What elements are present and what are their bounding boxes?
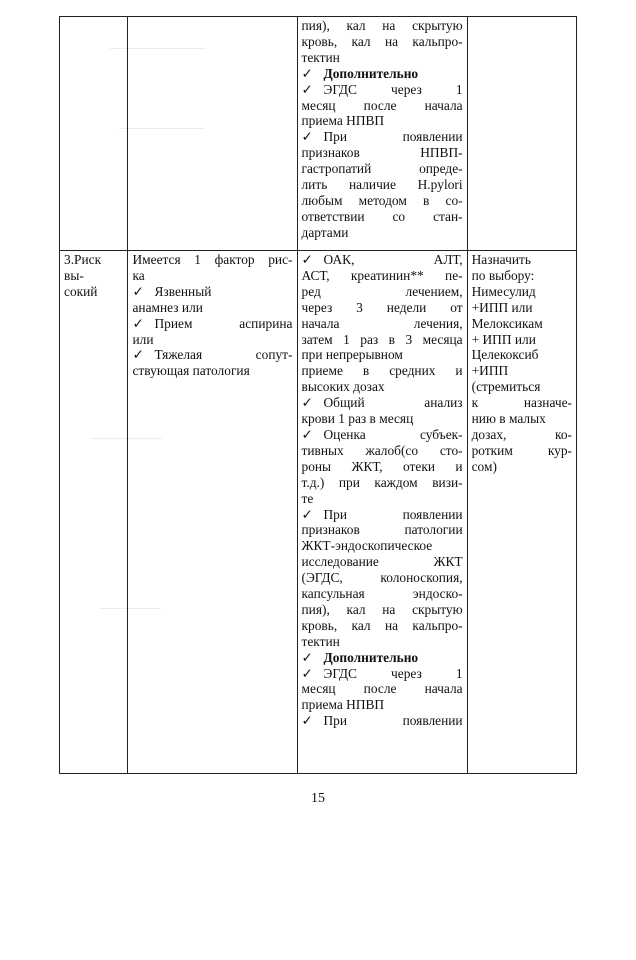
checkmark-icon: ✓ [132,283,144,299]
text-line: приема НПВП [301,697,385,713]
text-line: пия), кал на скрытую [301,601,463,617]
text-line: признаков НПВП- [301,145,463,161]
text-line: т.д.) при каждом визи- [301,474,463,490]
text-line [302,129,463,145]
text-line [132,284,292,300]
monitoring-text [302,18,463,241]
text-line [302,666,463,682]
text-line: нию в малых [471,411,546,427]
checkmark-icon: ✓ [301,713,313,729]
text-line: анамнез или [132,299,203,315]
recommendations-table [59,16,577,774]
text-line: по выбору: [471,267,535,283]
text-line: месяц после начала [301,681,463,697]
text-line: исследование ЖКТ [301,554,463,570]
text-line-body: При появлении [323,713,463,729]
text-line: ответствии со стан- [301,208,463,224]
text-line [302,427,463,443]
text-line: тектин [301,633,340,649]
text-line: Назначить [471,252,531,267]
text-line: те [301,490,314,506]
text-line-body: Общий анализ [323,395,463,411]
text-line: или [132,331,154,347]
bleed-through: —————— [90,430,162,444]
text-line-body: Прием аспирина [154,315,293,331]
text-line: + ИПП или [471,331,536,347]
checkmark-icon: ✓ [301,252,313,267]
text-line: +ИПП или [471,299,533,315]
checkmark-icon: ✓ [301,129,313,145]
text-line: (ЭГДС, колоноскопия, [301,570,463,586]
text-line [302,252,463,268]
bleed-through: ———————— [110,40,206,54]
text-line: ротким кур- [471,442,572,458]
text-line: любым методом в со- [301,192,463,208]
factors-cell [128,251,297,774]
checkmark-icon: ✓ [301,665,313,681]
text-line [132,347,292,363]
text-line: ка [132,267,145,283]
text-line: +ИПП [471,363,509,379]
text-line: дозах, ко- [471,426,572,442]
table-row [60,17,577,251]
risk-cell [60,251,128,774]
text-line: 3.Риск вы- [64,252,102,283]
checkmark-icon: ✓ [301,395,313,411]
text-line: приеме в средних и [301,363,463,379]
text-line: роны ЖКТ, отеки и [301,458,463,474]
risk-factors-text [132,252,292,379]
text-line: пия), кал на скрытую [301,18,463,33]
monitoring-text [302,252,463,729]
treatment-cell [467,17,576,251]
checkmark-icon: ✓ [301,65,313,81]
text-line: к назначе- [471,395,572,411]
checkmark-icon: ✓ [301,426,313,442]
checkmark-icon: ✓ [301,506,313,522]
text-line: ред лечением, [301,283,463,299]
text-line [302,395,463,411]
text-line: начала лечения, [301,315,463,331]
text-line-body: При появлении [323,506,463,522]
monitoring-cell [297,251,467,774]
text-line-body: Тяжелая сопут- [154,347,293,363]
text-line: сокий [64,283,98,299]
text-line: месяц после начала [301,97,463,113]
text-line: затем 1 раз в 3 месяца [301,331,463,347]
text-line-body: Оценка субъек- [323,426,463,442]
text-line: через 3 недели от [301,299,463,315]
checkmark-icon: ✓ [132,347,144,363]
text-line: признаков патологии [301,522,463,538]
text-line: Нимесулид [471,283,536,299]
text-line: тивных жалоб(со сто- [301,442,463,458]
text-line: АСТ, креатинин** пе- [301,267,463,283]
text-line [302,66,463,82]
text-line: ствующая патология [132,363,250,379]
text-line: Имеется 1 фактор рис- [132,252,293,267]
text-line: Целекоксиб [471,347,539,363]
risk-level-text [64,252,123,300]
factors-cell [128,17,297,251]
text-line: капсульная эндоско- [301,586,463,602]
bleed-through: ——————— [120,120,204,134]
text-line: кровь, кал на кальпро- [301,33,463,49]
text-line [132,316,292,332]
text-line [302,713,463,729]
text-line: гастропатий опреде- [301,161,463,177]
text-line: при непрерывном [301,347,403,363]
text-line: сом) [471,458,497,474]
bleed-through: ————— [100,600,160,614]
text-line: лить наличие H.pylori [301,177,463,193]
text-line-body: Дополнительно [323,649,419,665]
text-line: крови 1 раз в месяц [301,411,414,427]
text-line: Мелоксикам [471,315,543,331]
text-line [302,650,463,666]
page-number: 15 [311,791,325,806]
text-line: (стремиться [471,379,541,395]
text-line-body: ОАК, АЛТ, [323,252,463,267]
text-line [302,507,463,523]
checkmark-icon: ✓ [301,81,313,97]
text-line: дартами [301,224,349,240]
checkmark-icon: ✓ [132,315,144,331]
text-line: высоких дозах [301,379,385,395]
text-line-body: Язвенный [154,283,212,299]
text-line-body: Дополнительно [323,65,419,81]
risk-cell [60,17,128,251]
monitoring-cell [297,17,467,251]
checkmark-icon: ✓ [301,649,313,665]
treatment-text [472,252,572,475]
text-line-body: ЭГДС через 1 [323,665,463,681]
text-line [302,82,463,98]
text-line: кровь, кал на кальпро- [301,617,463,633]
text-line-body: При появлении [323,129,463,145]
text-line: тектин [301,49,340,65]
table-row [60,251,577,774]
text-line: ЖКТ-эндоскопическое [301,538,433,554]
text-line-body: ЭГДС через 1 [323,81,463,97]
treatment-cell [467,251,576,774]
text-line: приема НПВП [301,113,385,129]
